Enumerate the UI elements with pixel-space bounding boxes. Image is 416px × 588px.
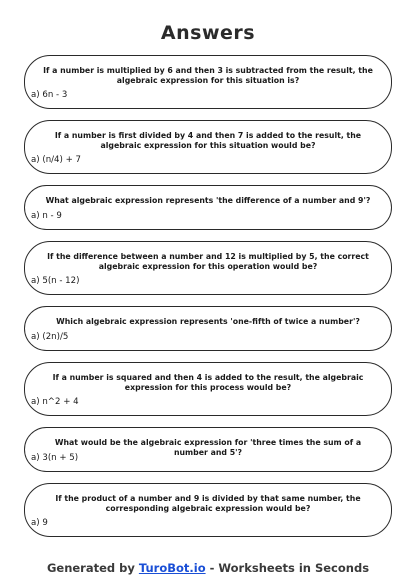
qa-card	[24, 120, 392, 174]
qa-card	[24, 55, 392, 109]
question-text: Which algebraic expression represents 'one-fifth of twice a number'?	[56, 317, 360, 326]
qa-card	[24, 185, 392, 230]
question-text: If the difference between a number and 12 is multiplied by 5, the correct algebraic expression for this operation would be?	[47, 252, 369, 271]
qa-card	[24, 306, 392, 351]
answer-text: a) 6n - 3	[31, 90, 68, 100]
question-text: What algebraic expression represents 'the difference of a number and 9'?	[45, 196, 371, 205]
question-text: If the product of a number and 9 is divided by that same number, the corresponding algebraic expression would be?	[55, 494, 361, 513]
answer-text: a) (2n)/5	[31, 332, 69, 342]
question-text: If a number is multiplied by 6 and then 3 is subtracted from the result, the algebraic expression for this situation is?	[43, 66, 373, 85]
answer-list	[24, 55, 392, 548]
answer-text: a) 5(n - 12)	[31, 276, 80, 286]
question-text: What would be the algebraic expression for 'three times the sum of a number and 5'?	[54, 438, 362, 457]
qa-card	[24, 427, 392, 472]
qa-card	[24, 362, 392, 416]
turobot-link[interactable]: TuroBot.io	[138, 561, 206, 575]
answer-text: a) n - 9	[31, 211, 62, 221]
question-text: If a number is squared and then 4 is added to the result, the algebraic expression for this process would be?	[52, 373, 364, 392]
answer-text: a) 9	[31, 518, 48, 528]
question-text: If a number is first divided by 4 and then 7 is added to the result, the algebraic expression for this situation would be?	[54, 131, 362, 150]
page-title: Answers	[160, 22, 256, 44]
answer-text: a) (n/4) + 7	[31, 155, 81, 165]
qa-card	[24, 241, 392, 295]
answer-text: a) 3(n + 5)	[31, 453, 79, 463]
qa-card	[24, 483, 392, 537]
footer-suffix: - Worksheets in Seconds	[205, 561, 370, 575]
footer-prefix: Generated by	[46, 561, 139, 575]
answer-text: a) n^2 + 4	[31, 397, 79, 407]
footer	[0, 561, 416, 575]
